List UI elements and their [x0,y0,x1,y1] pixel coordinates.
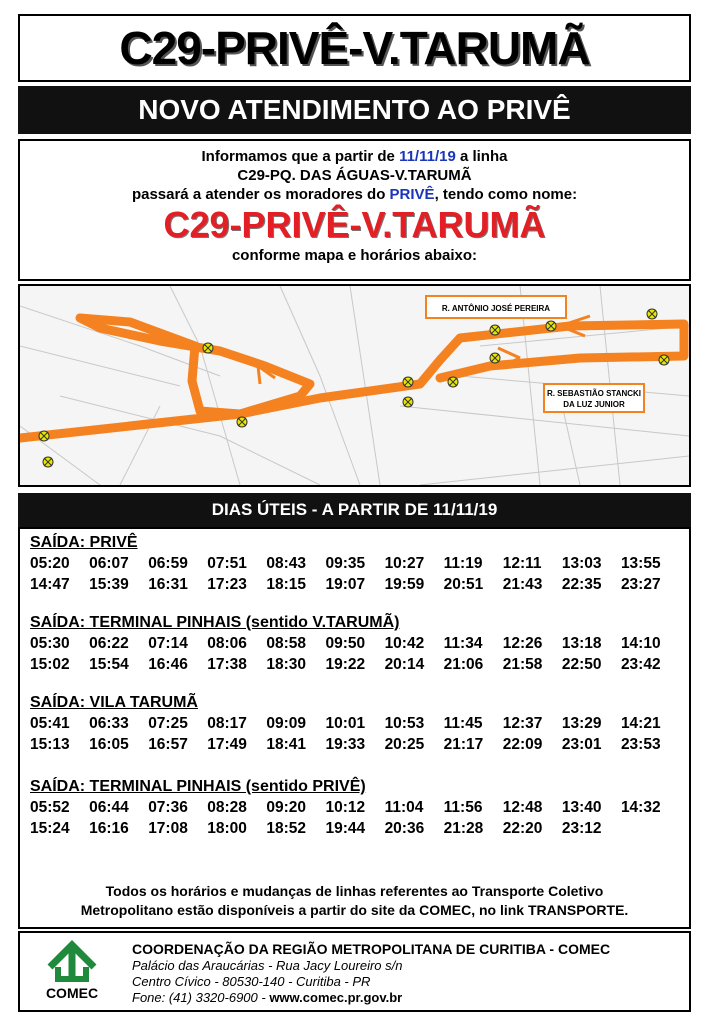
time-cell: 08:43 [266,555,307,572]
time-cell [621,818,680,839]
route-map-svg [20,286,689,485]
website-link[interactable]: www.comec.pr.gov.br [269,990,403,1005]
time-cell: 08:17 [207,715,247,732]
time-cell: 21:17 [443,736,484,753]
time-cell: 10:53 [384,715,425,732]
time-cell: 06:59 [148,555,188,572]
time-cell: 10:01 [325,715,366,732]
time-cell: 23:42 [620,656,661,673]
times-row [30,797,680,818]
times-row [30,818,680,839]
time-cell: 07:14 [148,635,188,652]
time-cell: 20:14 [384,656,425,673]
bus-stop-icon [490,325,500,335]
time-cell: 22:20 [502,820,543,837]
time-cell: 21:58 [502,656,543,673]
footnote-line-2: Metropolitano estão disponíveis a partir do site da COMEC, no link TRANSPORTE. [80,902,629,918]
time-cell: 07:25 [148,715,188,732]
time-cell: 14:10 [620,635,661,652]
address-line-1: Palácio das Araucárias - Rua Jacy Loureiro s/n [132,958,403,973]
time-cell: 20:36 [384,820,425,837]
time-cell: 12:26 [502,635,543,652]
time-cell: 16:05 [89,736,129,753]
times-row [30,574,680,595]
time-cell: 23:01 [561,736,602,753]
time-cell: 22:35 [561,576,602,593]
footer [18,931,691,1012]
notice-date: 11/11/19 [399,148,456,165]
bus-stop-icon [659,355,669,365]
contact-info [132,941,610,1006]
time-cell: 19:44 [325,820,366,837]
address-line-2: Centro Cívico - 80530-140 - Curitiba - PR [132,974,371,989]
time-cell: 16:46 [148,656,188,673]
time-cell: 22:50 [561,656,602,673]
time-cell: 06:22 [89,635,129,652]
svg-text:R. ANTÔNIO JOSÉ PEREIRA: R. ANTÔNIO JOSÉ PEREIRA [441,304,551,313]
time-cell: 19:07 [325,576,366,593]
time-cell: 21:06 [443,656,484,673]
time-cell: 18:30 [266,656,307,673]
org-name: COORDENAÇÃO DA REGIÃO METROPOLITANA DE CURITIBA - COMEC [132,941,611,957]
time-cell: 23:27 [620,576,661,593]
route-map [18,284,691,487]
time-cell: 21:43 [502,576,543,593]
notice-highlight: PRIVÊ [389,186,435,203]
street-label-2 [544,384,644,412]
section-title: SAÍDA: TERMINAL PINHAIS (sentido V.TARUMÃ) [30,614,400,631]
time-cell: 09:09 [266,715,307,732]
bus-stop-icon [448,377,458,387]
times-row [30,654,680,675]
time-cell: 15:02 [30,656,70,673]
svg-text:R. SEBASTIÃO STANCKI: R. SEBASTIÃO STANCKI [546,389,642,398]
notice-line-5: conforme mapa e horários abaixo: [231,247,478,264]
notice-line-3: passará a atender os moradores do PRIVÊ, tendo como nome: [131,186,578,203]
schedule-header [18,493,691,527]
time-cell: 09:20 [266,799,307,816]
bus-stop-icon [403,397,413,407]
schedule-section-terminal-prive [30,777,680,839]
time-cell: 15:24 [30,820,70,837]
time-cell: 17:38 [207,656,247,673]
time-cell: 07:51 [207,555,247,572]
bus-stop-icon [490,353,500,363]
time-cell: 08:58 [266,635,307,652]
page-title: C29-PRIVÊ-V.TARUMÃ [119,22,590,74]
time-cell: 14:47 [30,576,70,593]
subtitle-bar [18,86,691,134]
bus-stop-icon [39,431,49,441]
bus-stop-icon [237,417,247,427]
time-cell: 06:07 [89,555,129,572]
time-cell: 05:20 [30,555,70,572]
time-cell: 13:55 [620,555,661,572]
page-subtitle: NOVO ATENDIMENTO AO PRIVÊ [138,94,571,125]
time-cell: 11:19 [443,555,483,572]
time-cell: 18:41 [266,736,307,753]
time-cell: 16:16 [89,820,129,837]
schedule-section-vila-taruma [30,693,680,755]
time-cell: 17:23 [207,576,247,593]
times-row [30,734,680,755]
time-cell: 15:13 [30,736,70,753]
times-row [30,713,680,734]
time-cell: 17:08 [148,820,188,837]
time-cell: 18:00 [207,820,247,837]
notice-new-line-name: C29-PRIVÊ-V.TARUMÃ [163,204,546,245]
time-cell: 05:52 [30,799,70,816]
section-title: SAÍDA: TERMINAL PINHAIS (sentido PRIVÊ) [30,778,366,795]
time-cell: 23:53 [620,736,661,753]
time-cell: 17:49 [207,736,247,753]
time-cell: 20:51 [443,576,484,593]
bus-stop-icon [647,309,657,319]
time-cell: 15:54 [89,656,129,673]
time-cell: 09:50 [325,635,366,652]
time-cell: 08:28 [207,799,247,816]
bus-stop-icon [203,343,213,353]
time-cell: 10:12 [325,799,366,816]
section-title: SAÍDA: PRIVÊ [30,534,138,551]
time-cell: 20:25 [384,736,425,753]
svg-text:DA LUZ JUNIOR: DA LUZ JUNIOR [563,400,625,409]
time-cell: 12:37 [502,715,543,732]
time-cell: 22:09 [502,736,543,753]
time-cell: 15:39 [89,576,129,593]
notice-box [18,139,691,281]
bus-stop-icon [43,457,53,467]
footnote [18,882,691,920]
notice-old-line-name: C29-PQ. DAS ÁGUAS-V.TARUMÃ [237,167,472,184]
bus-stop-icon [546,321,556,331]
time-cell: 06:33 [89,715,129,732]
title-box [18,14,691,82]
times-row [30,553,680,574]
time-cell: 21:28 [443,820,484,837]
time-cell: 16:31 [148,576,188,593]
time-cell: 09:35 [325,555,366,572]
time-cell: 18:52 [266,820,307,837]
time-cell: 19:59 [384,576,425,593]
time-cell: 19:33 [325,736,366,753]
schedule-section-terminal-tarumã [30,613,680,675]
times-row [30,633,680,654]
bus-stop-icon [403,377,413,387]
time-cell: 14:32 [620,799,661,816]
time-cell: 11:45 [443,715,483,732]
schedule-header-text: DIAS ÚTEIS - A PARTIR DE 11/11/19 [211,500,498,519]
notice-line-1: Informamos que a partir de 11/11/19 a linha [201,148,508,165]
time-cell: 07:36 [148,799,188,816]
schedule-box [18,527,691,929]
time-cell: 06:44 [89,799,129,816]
time-cell: 16:57 [148,736,188,753]
time-cell: 13:18 [561,635,602,652]
footnote-line-1: Todos os horários e mudanças de linhas referentes ao Transporte Coletivo [105,883,604,899]
time-cell: 13:03 [561,555,602,572]
phone-line: Fone: (41) 3320-6900 - www.comec.pr.gov.br [132,990,403,1005]
time-cell: 05:30 [30,635,70,652]
time-cell: 14:21 [620,715,661,732]
time-cell: 05:41 [30,715,70,732]
time-cell: 13:29 [561,715,602,732]
street-label-1 [426,296,566,318]
time-cell: 10:27 [384,555,425,572]
time-cell: 13:40 [561,799,602,816]
schedule-section-prive [30,533,680,595]
time-cell: 19:22 [325,656,366,673]
time-cell: 18:15 [266,576,307,593]
time-cell: 12:11 [502,555,542,572]
time-cell: 10:42 [384,635,425,652]
time-cell: 08:06 [207,635,247,652]
time-cell: 11:34 [443,635,483,652]
logo-text: COMEC [45,985,99,1001]
time-cell: 12:48 [502,799,543,816]
time-cell: 23:12 [561,820,602,837]
time-cell: 11:04 [384,799,424,816]
time-cell: 11:56 [443,799,483,816]
section-title: SAÍDA: VILA TARUMÃ [30,694,198,711]
